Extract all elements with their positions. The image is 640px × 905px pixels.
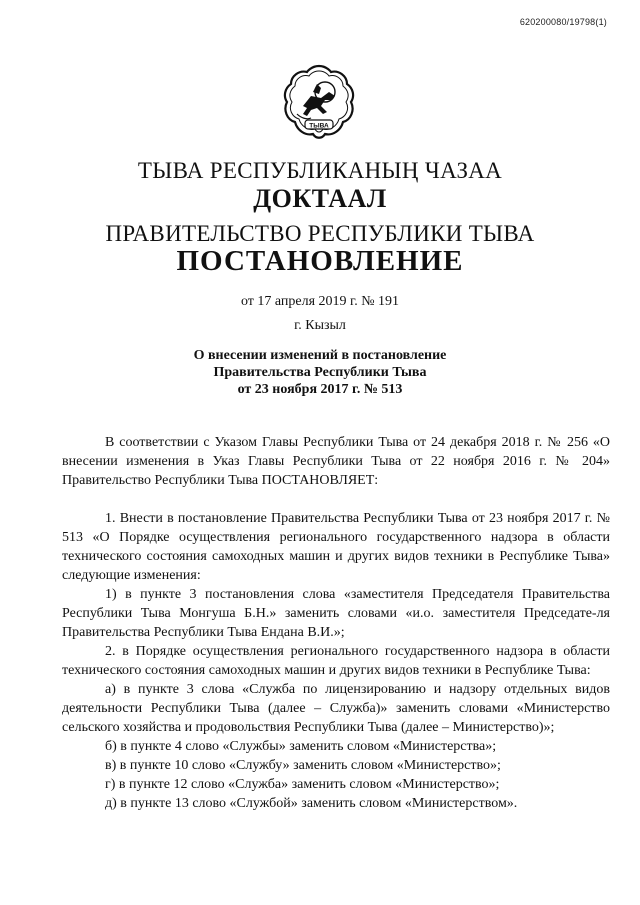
- item-2-g-paragraph: г) в пункте 12 слово «Служба» заменить словом «Министерство»;: [105, 777, 500, 792]
- header-postanovlenie: ПОСТАНОВЛЕНИЕ: [176, 245, 464, 277]
- tuva-emblem-icon: [281, 62, 357, 142]
- preamble-paragraph: В соответствии с Указом Главы Республики Тыва от 24 декабря 2018 г. № 256 «О внесении изменения в Указ Главы Республики Тыва от 22 ноября 2016 г. № 204» Правительство Республики Тыва ПОСТАНОВЛЯЕТ:: [62, 435, 610, 488]
- document-city: г. Кызыл: [294, 318, 346, 333]
- document-subject: [0, 347, 640, 398]
- item-2-v-paragraph: в) в пункте 10 слово «Службу» заменить словом «Министерство»;: [105, 758, 501, 773]
- header-government: ПРАВИТЕЛЬСТВО РЕСПУБЛИКИ ТЫВА: [105, 221, 535, 246]
- item-2-d-paragraph: д) в пункте 13 слово «Службой» заменить словом «Министерством».: [105, 796, 518, 811]
- header-tyva-line: ТЫВА РЕСПУБЛИКАНЫҢ ЧАЗАА: [137, 158, 503, 183]
- emblem-label: ТЫВА: [309, 122, 329, 130]
- item-2-a-paragraph: а) в пункте 3 слова «Служба по лицензированию и надзору отдельных видов деятельности Республики Тыва (далее – Служба)» заменить словами «Министерство сельского хозяйства и продовольствия Республики Тыва (далее – Министерство)»;: [62, 682, 610, 735]
- document-body: [62, 433, 610, 813]
- header-doktaal: ДОКТААЛ: [253, 184, 387, 213]
- document-date: от 17 апреля 2019 г. № 191: [240, 294, 400, 309]
- item-2-paragraph: 2. в Порядке осуществления регионального государственного надзора в области технического состояния самоходных машин и других видов техники в Республике Тыва:: [62, 644, 610, 678]
- item-1-1-paragraph: 1) в пункте 3 постановления слова «заместителя Председателя Правительства Республики Тыва Монгуша Б.Н.» заменить словами «и.о. заместителя Председате-ля Правительства Республики Тыва Ендана В.И.»;: [62, 587, 610, 640]
- item-1-paragraph: 1. Внести в постановление Правительства Республики Тыва от 23 ноября 2017 г. № 513 «О Порядке осуществления регионального государственного надзора в области технического состояния самоходных машин и других видов техники в Республике Тыва» следующие изменения:: [62, 511, 610, 583]
- subject-line-2: Правительства Республики Тыва: [213, 365, 427, 380]
- item-2-b-paragraph: б) в пункте 4 слово «Службы» заменить словом «Министерства»;: [105, 739, 497, 754]
- document-number: 620200080/19798(1): [519, 17, 607, 27]
- subject-line-3: от 23 ноября 2017 г. № 513: [237, 382, 403, 397]
- subject-line-1: О внесении изменений в постановление: [193, 348, 447, 363]
